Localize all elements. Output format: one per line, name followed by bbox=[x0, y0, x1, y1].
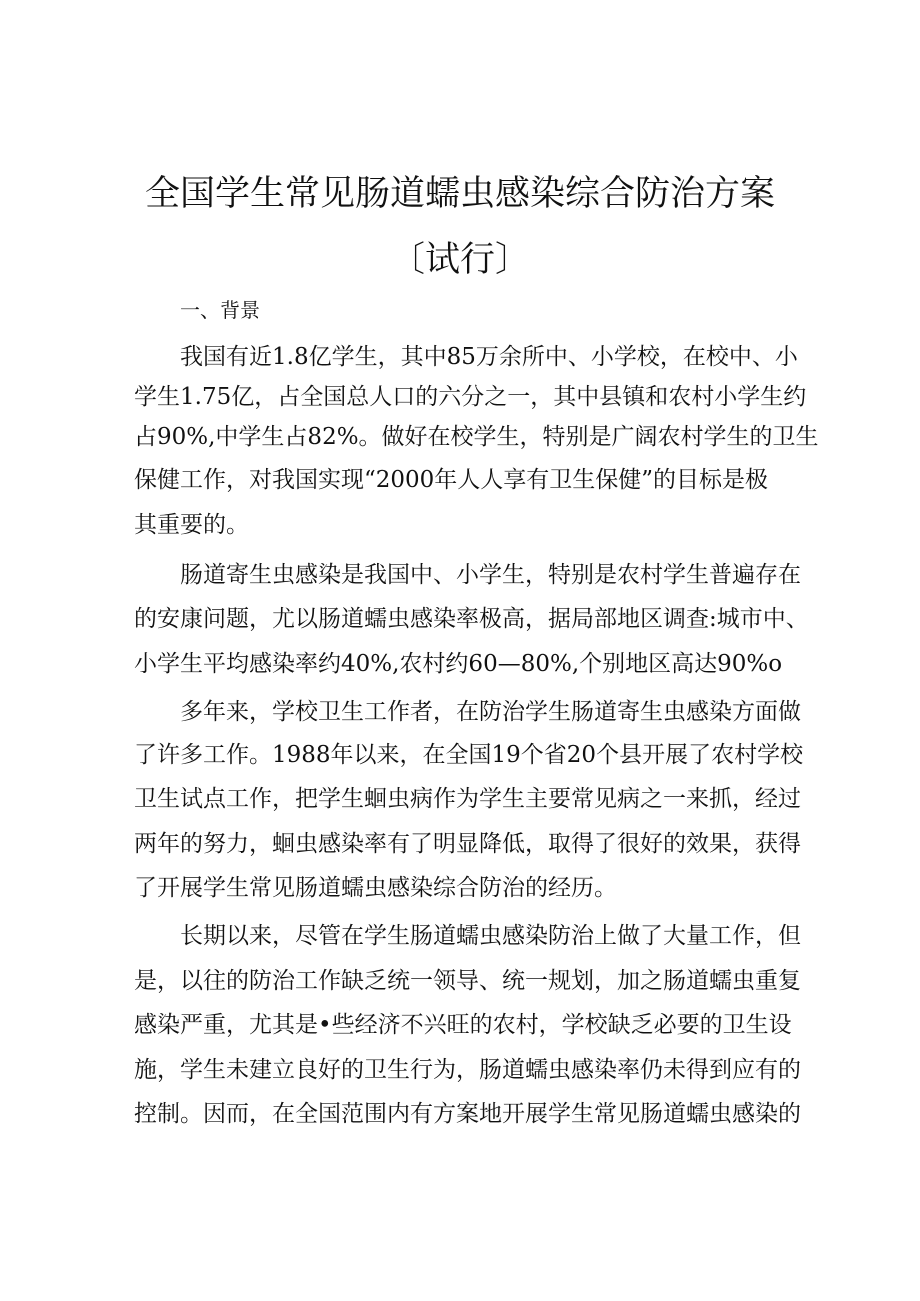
paragraph-line: 了许多工作。1988年以来，在全国19个省20个县开展了农村学校 bbox=[134, 742, 804, 768]
paragraph-line: 小学生平均感染率约40%,农村约60—80%,个别地区高达90%o bbox=[134, 651, 783, 677]
paragraph-line: 卫生试点工作，把学生蛔虫病作为学生主要常见病之一来抓，经过 bbox=[134, 786, 801, 812]
paragraph-line: 了开展学生常见肠道蠕虫感染综合防治的经历。 bbox=[134, 875, 617, 901]
paragraph-line: 是，以往的防治工作缺乏统一领导、统一规划，加之肠道蠕虫重复 bbox=[134, 968, 801, 994]
paragraph-line: 感染严重，尤其是•些经济不兴旺的农村，学校缺乏必要的卫生设 bbox=[134, 1012, 792, 1038]
document-subtitle: 〔试行〕 bbox=[389, 240, 530, 280]
paragraph-line: 控制。因而，在全国范围内有方案地开展学生常见肠道蠕虫感染的 bbox=[134, 1101, 801, 1127]
section-heading-background: 一、背景 bbox=[180, 298, 260, 322]
paragraph-line: 学生1.75亿，占全国总人口的六分之一，其中县镇和农村小学生约 bbox=[134, 384, 807, 410]
paragraph-line: 我国有近1.8亿学生，其中85万余所中、小学校，在校中、小 bbox=[180, 344, 798, 370]
paragraph-line: 占90%,中学生占82%。做好在校学生，特别是广阔农村学生的卫生 bbox=[134, 424, 819, 450]
document-title: 全国学生常见肠道蠕虫感染综合防治方案 bbox=[144, 174, 775, 214]
paragraph-line: 保健工作，对我国实现“2000年人人享有卫生保健”的目标是极 bbox=[134, 467, 769, 493]
paragraph-line: 施，学生未建立良好的卫生行为，肠道蠕虫感染率仍未得到应有的 bbox=[134, 1057, 801, 1083]
paragraph-line: 的安康问题，尤以肠道蠕虫感染率极高，据局部地区调查:城市中、 bbox=[134, 606, 809, 632]
paragraph-line: 长期以来，尽管在学生肠道蠕虫感染防治上做了大量工作，但 bbox=[180, 923, 801, 949]
paragraph-line: 其重要的。 bbox=[134, 512, 249, 538]
paragraph-line: 多年来，学校卫生工作者，在防治学生肠道寄生虫感染方面做 bbox=[180, 699, 801, 725]
paragraph-line: 两年的努力，蛔虫感染率有了明显降低，取得了很好的效果，获得 bbox=[134, 831, 801, 857]
paragraph-line: 肠道寄生虫感染是我国中、小学生，特别是农村学生普遍存在 bbox=[180, 562, 801, 588]
